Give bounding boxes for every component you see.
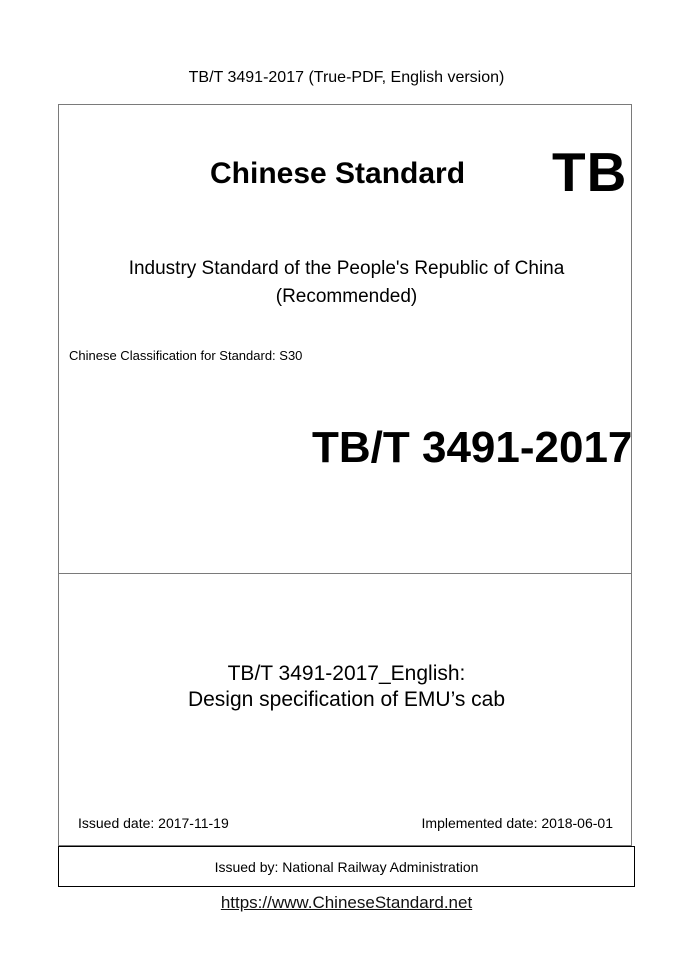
document-title-line2: Design specification of EMU’s cab: [187, 688, 506, 711]
industry-standard-line: Industry Standard of the People's Republic of China: [128, 258, 565, 279]
document-title-line1: TB/T 3491-2017_English:: [227, 662, 466, 685]
website-link[interactable]: https://www.ChineseStandard.net: [220, 893, 473, 912]
recommended-label: (Recommended): [275, 286, 418, 307]
document-type-heading: Chinese Standard: [210, 157, 466, 190]
implemented-date: Implemented date: 2018-06-01: [421, 815, 613, 831]
tb-logo-code: TB: [552, 141, 628, 203]
issued-date: Issued date: 2017-11-19: [78, 815, 229, 831]
issuer-box: [58, 846, 635, 887]
standard-number: TB/T 3491-2017: [312, 423, 633, 472]
page-header-title: TB/T 3491-2017 (True-PDF, English version): [188, 69, 505, 86]
classification-text: Chinese Classification for Standard: S30: [69, 348, 303, 363]
issued-by-text: Issued by: National Railway Administration: [214, 858, 479, 875]
